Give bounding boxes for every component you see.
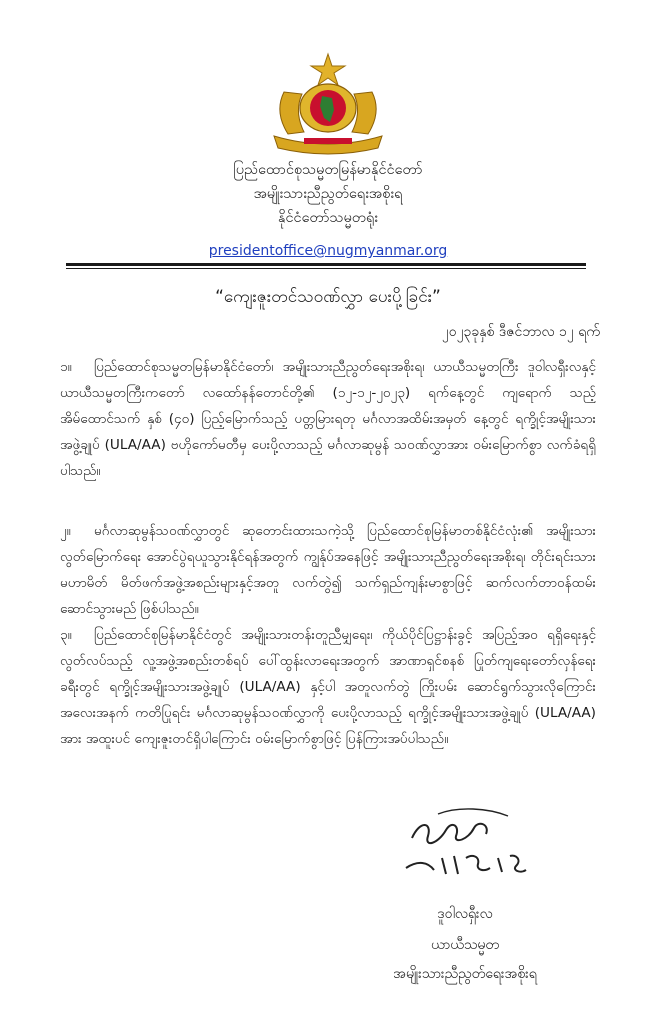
document-date: ၂၀၂၃ခုနှစ် ဒီဇင်ဘာလ ၁၂ ရက် bbox=[441, 324, 600, 340]
paragraph-text: ပြည်ထောင်စုမြန်မာနိုင်ငံတွင် အမျိုးသားတန်းတူညီမျှရေး၊ ကိုယ်ပိုင်ပြဋ္ဌာန်းခွင့် အပြည့်အဝ ရရှိရေးနှင့် လွတ်လပ်သည့် လူ့အဖွဲ့အစည်းတစ်ရပ် ပေါ်ထွန်းလာရေးအတွက် အာဏာရှင်စနစ် ပြုတ်ကျရေးတော်လှန်ရေးခရီးတွင် ရက္ခိုင့်အမျိုးသားအဖွဲ့ချုပ် (ULA/AA) နှင့်ပါ အတူလက်တွဲ ကြိုးပမ်း ဆောင်ရွက်သွားလိုကြောင်း အလေးအနက် ကတိပြုရင်း မင်္ဂလာဆုမွန်သဝဏ်လွှာကို ပေးပို့လာသည့် ရက္ခိုင့်အမျိုးသားအဖွဲ့ချုပ် (ULA/AA) အား အထူးပင် ကျေးဇူးတင်ရှိပါကြောင်း ဝမ်းမြောက်စွာဖြင့် ပြန်ကြားအပ်ပါသည်။ bbox=[60, 627, 596, 747]
email-link[interactable]: presidentoffice@nugmyanmar.org bbox=[208, 243, 448, 259]
paragraph-1 bbox=[60, 354, 596, 484]
government-name: အမျိုးသားညီညွတ်ရေးအစိုးရ bbox=[253, 186, 403, 202]
signatory-name: ဒူဝါလရှီးလ bbox=[437, 906, 493, 922]
paragraph-text: ပြည်ထောင်စုသမ္မတမြန်မာနိုင်ငံတော်၊ အမျိုးသားညီညွတ်ရေးအစိုးရ၊ ယာယီသမ္မတကြီး ဒူဝါလရှီးလနှင့် ယာယီသမ္မတကြီးကတော် လထော်နန်တောင်တို့၏ (၁၂-၁၂-၂၀၂၃) ရက်နေ့တွင် ကျရောက် သည့် အိမ်ထောင်သက် နှစ် (၄၀) ပြည့်မြောက်သည့် ပတ္တမြားရတု မင်္ဂလာအထိမ်းအမှတ် နေ့တွင် ရက္ခိုင့်အမျိုးသားအဖွဲ့ချုပ် (ULA/AA) ဗဟိုကော်မတီမှ ပေးပို့လာသည့် မင်္ဂလာဆုမွန် သဝဏ်လွှာအား ဝမ်းမြောက်စွာ လက်ခံရရှိပါသည်။ bbox=[60, 359, 596, 479]
country-name: ပြည်ထောင်စုသမ္မတမြန်မာနိုင်ငံတော် bbox=[233, 162, 423, 178]
paragraph-number: ၁။ bbox=[60, 359, 72, 375]
paragraph-number: ၃။ bbox=[60, 627, 72, 643]
signatory-title: ယာယီသမ္မတ bbox=[430, 937, 500, 953]
document-title: “ကျေးဇူးတင်သဝဏ်လွှာ ပေးပို့ခြင်း” bbox=[215, 287, 441, 307]
paragraph-number: ၂။ bbox=[60, 523, 71, 539]
paragraph-2 bbox=[60, 518, 596, 622]
header-divider-thin bbox=[66, 268, 586, 269]
paragraph-text: မင်္ဂလာဆုမွန်သဝဏ်လွှာတွင် ဆုတောင်းထားသကဲ့သို့ ပြည်ထောင်စုမြန်မာတစ်နိုင်ငံလုံး၏ အမျိုးသားလွတ်မြောက်ရေး အောင်ပွဲရယူသွားနိုင်ရန်အတွက် ကျွန်ုပ်အနေဖြင့် အမျိုးသားညီညွတ်ရေးအစိုးရ၊ တိုင်းရင်းသားမဟာမိတ် မိတ်ဖက်အဖွဲ့အစည်းများနှင့်အတူ လက်တွဲ၍ သက်ရှည်ကျန်းမာစွာဖြင့် ဆက်လက်တာဝန်ထမ်းဆောင်သွားမည် ဖြစ်ပါသည်။ bbox=[60, 523, 596, 617]
signatory-organization: အမျိုးသားညီညွတ်ရေးအစိုးရ bbox=[393, 966, 537, 982]
office-name: နိုင်ငံတော်သမ္မတရုံး bbox=[278, 210, 378, 226]
state-emblem-icon bbox=[264, 52, 392, 156]
header-divider bbox=[66, 263, 586, 266]
paragraph-3 bbox=[60, 622, 596, 752]
handwritten-signature bbox=[398, 800, 530, 892]
